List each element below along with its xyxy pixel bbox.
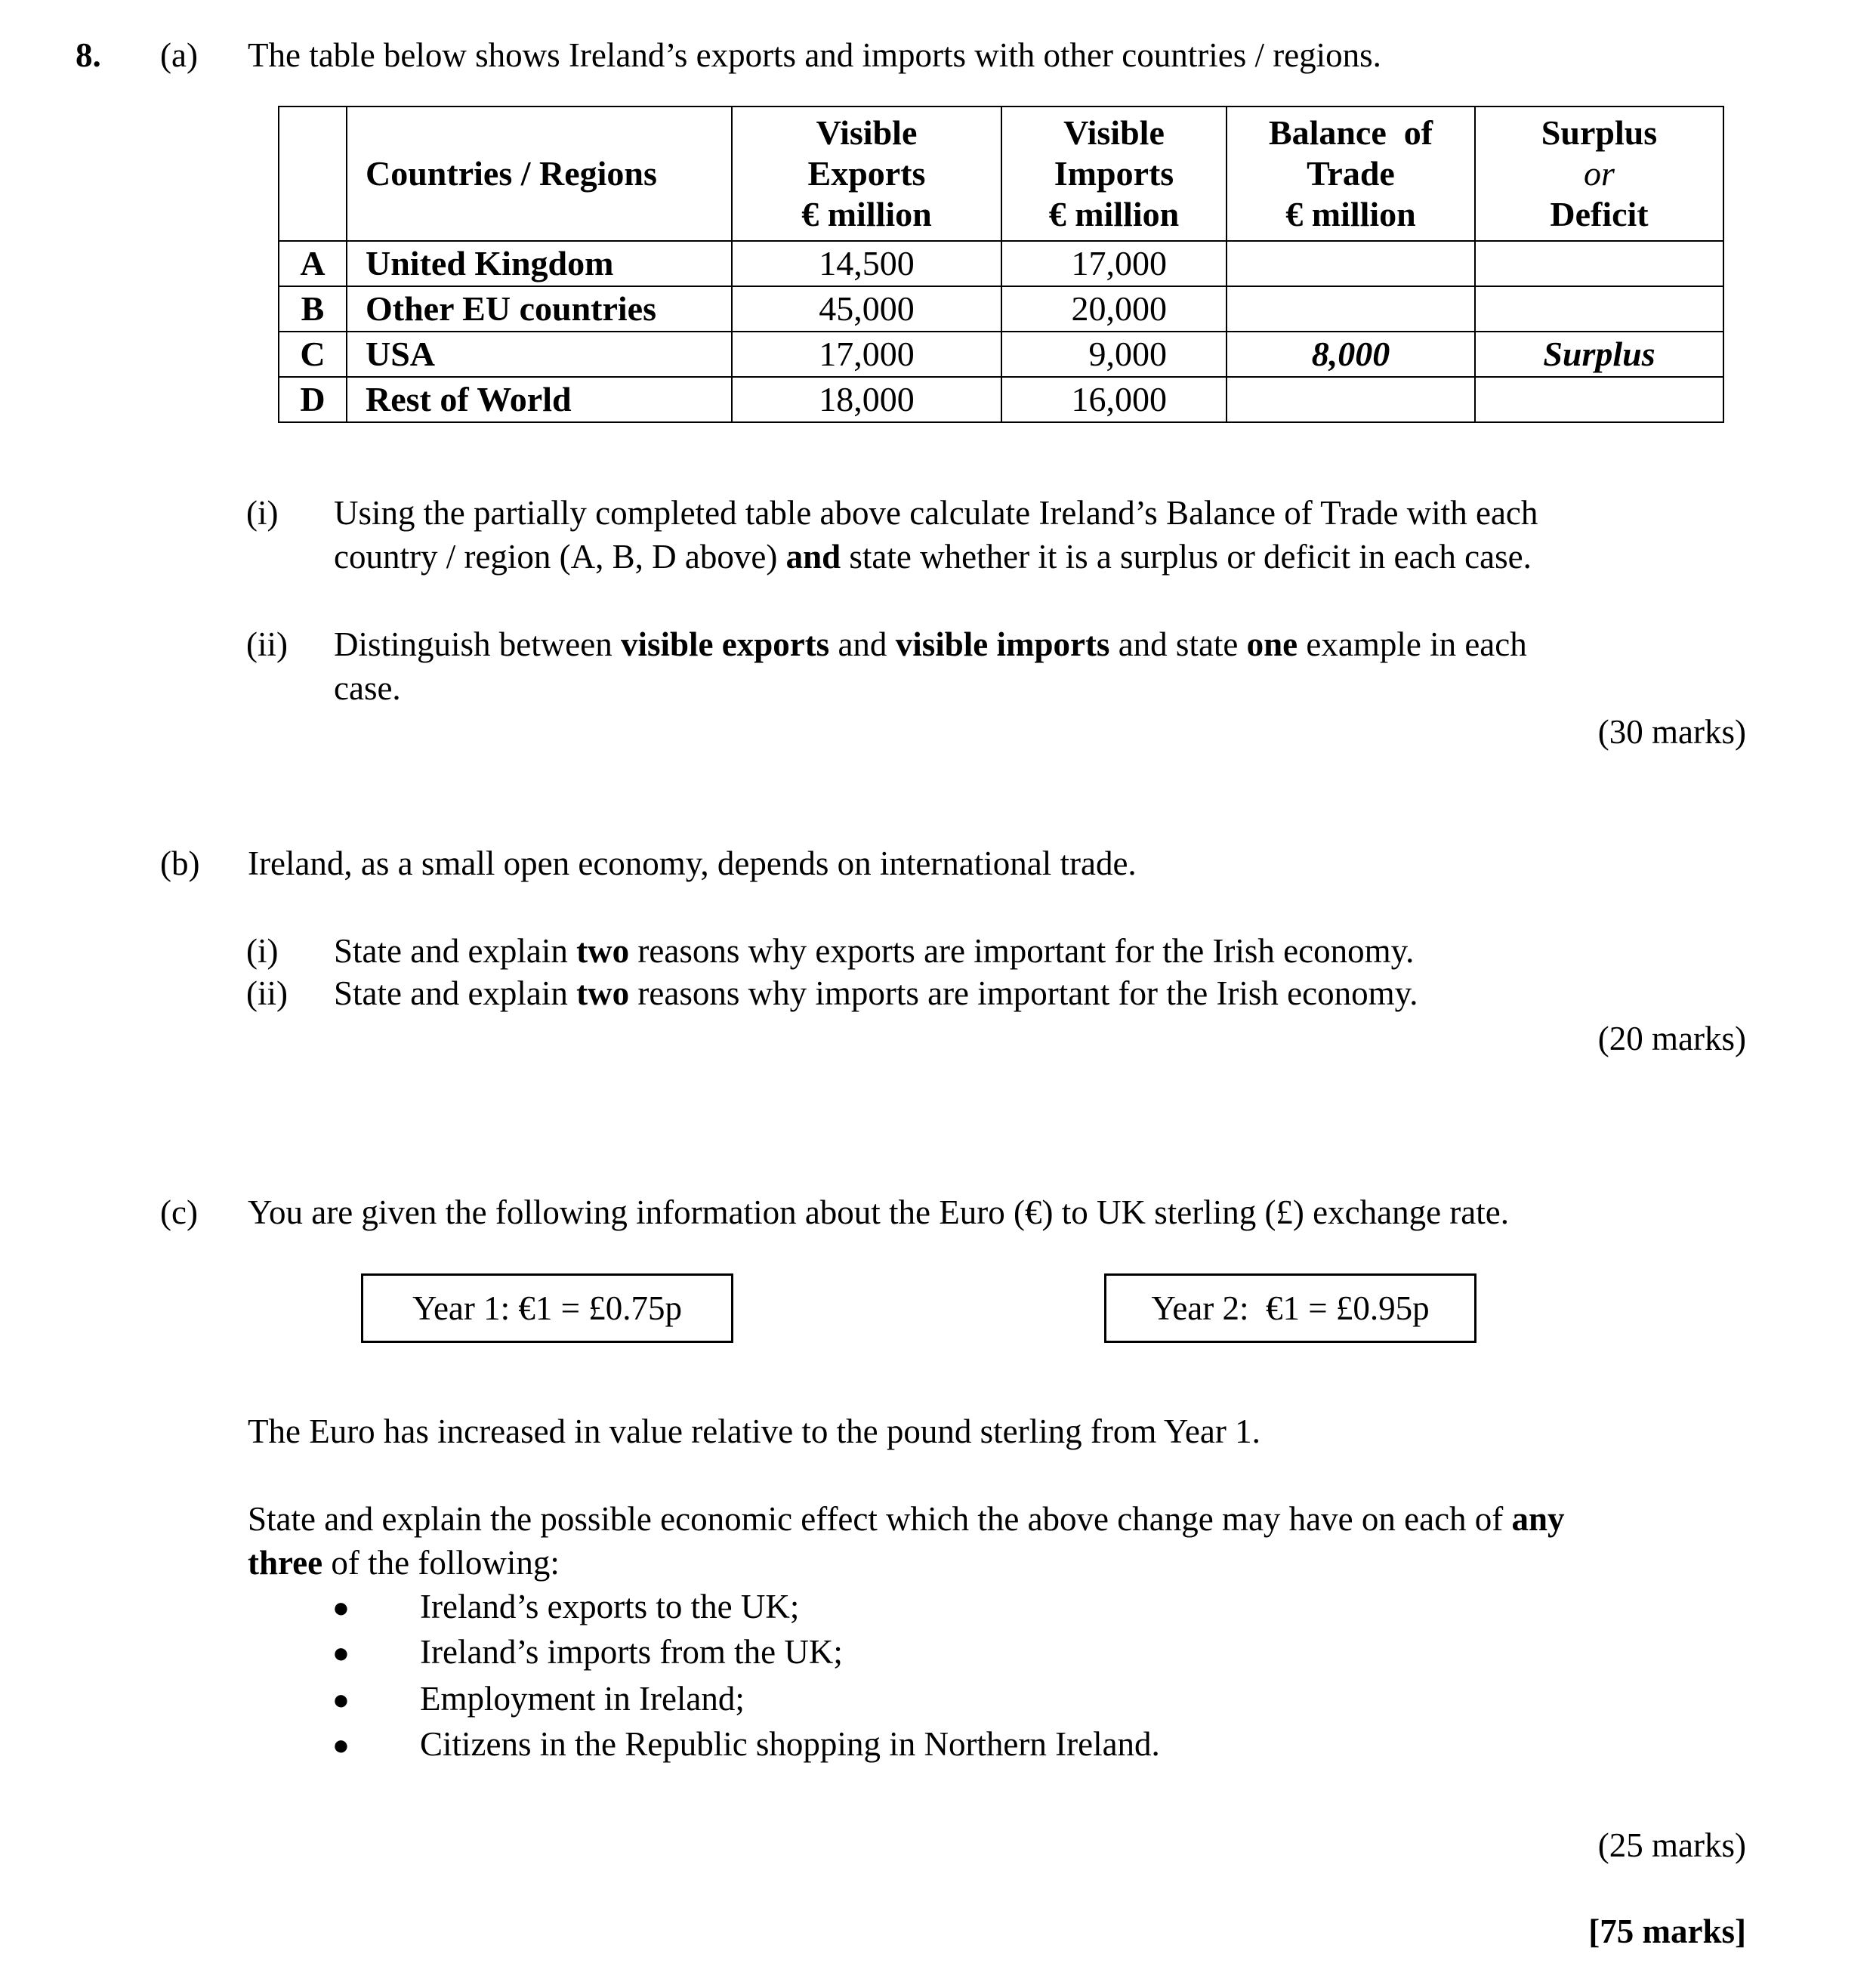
header-balance [1227,106,1475,241]
text: reasons why imports are important for the Irish economy. [637,974,1418,1012]
list-item: Ireland’s exports to the UK; [420,1588,800,1625]
part-c-instruction-line2 [248,1542,560,1584]
part-a-i-label: (i) [246,494,279,532]
list-item: Employment in Ireland; [420,1680,745,1718]
header-surplus-line: Surplus [1541,113,1658,152]
text: state whether it is a surplus or deficit in each case. [849,538,1532,576]
bullet-icon: ● [332,1592,350,1624]
text: reasons why exports are important for the Irish economy. [637,932,1415,970]
header-region: Countries / Regions [347,106,732,241]
row-imports: 20,000 [1001,286,1227,332]
part-b-ii-label: (ii) [246,974,288,1012]
bullet-icon: ● [332,1638,350,1669]
part-b-marks: (20 marks) [1597,1020,1746,1057]
row-exports: 17,000 [732,332,1001,377]
part-c-marks: (25 marks) [1597,1826,1746,1864]
part-a-ii-line2: case. [334,669,401,707]
part-a-i-line2 [334,536,1532,578]
bullet-icon: ● [332,1730,350,1761]
text: State and explain [334,974,568,1012]
row-exports: 18,000 [732,377,1001,422]
text: example in each [1306,625,1527,663]
header-imports-line: € million [1048,195,1180,234]
header-surplus-line: or [1584,153,1615,193]
part-a-label: (a) [160,36,198,74]
header-imports-line: Visible [1063,113,1165,152]
emphasis: two [576,974,630,1012]
emphasis: three [248,1544,323,1582]
header-exports-line: Visible [816,113,918,152]
header-exports-line: € million [801,195,932,234]
row-letter: B [279,286,347,332]
header-surplus [1475,106,1723,241]
row-region: USA [347,332,732,377]
header-letter [279,106,347,241]
row-result [1475,286,1723,332]
row-region: Other EU countries [347,286,732,332]
text: and [838,625,887,663]
part-b-ii-text [334,973,1418,1014]
row-balance [1227,241,1475,286]
header-surplus-line: Deficit [1550,195,1649,234]
emphasis: one [1246,625,1298,663]
question-number: 8. [76,36,101,74]
table-row [279,241,1723,286]
text: country / region (A, B, D above) [334,538,778,576]
text: State and explain the possible economic effect which the above change may have on each of [248,1500,1504,1538]
row-imports: 9,000 [1001,332,1227,377]
part-c-label: (c) [160,1193,198,1231]
row-balance [1227,377,1475,422]
row-letter: D [279,377,347,422]
part-b-intro: Ireland, as a small open economy, depends on international trade. [248,844,1137,882]
emphasis: and [785,538,841,576]
row-exports: 14,500 [732,241,1001,286]
list-item: Citizens in the Republic shopping in Northern Ireland. [420,1725,1160,1763]
row-imports: 16,000 [1001,377,1227,422]
emphasis: any [1511,1500,1565,1538]
part-b-i-text [334,931,1414,972]
header-balance-line: € million [1285,195,1416,234]
row-balance [1227,286,1475,332]
header-imports-line: Imports [1054,153,1174,193]
part-a-marks: (30 marks) [1597,713,1746,751]
row-region: United Kingdom [347,241,732,286]
header-balance-line: Trade [1307,153,1395,193]
header-balance-line: Balance of [1268,113,1433,152]
row-balance: 8,000 [1227,332,1475,377]
text: Distinguish between [334,625,613,663]
table-header-row [279,106,1723,241]
header-imports [1001,106,1227,241]
emphasis: two [576,932,630,970]
row-letter: C [279,332,347,377]
text: of the following: [331,1544,560,1582]
part-c-intro: You are given the following information about the Euro (€) to UK sterling (£) exchange rate. [248,1193,1509,1231]
total-marks: [75 marks] [1588,1912,1746,1950]
header-exports [732,106,1001,241]
table-row [279,332,1723,377]
emphasis: visible imports [895,625,1110,663]
row-result [1475,377,1723,422]
part-a-intro: The table below shows Ireland’s exports and imports with other countries / regions. [248,36,1381,74]
row-region: Rest of World [347,377,732,422]
emphasis: visible exports [620,625,830,663]
row-exports: 45,000 [732,286,1001,332]
trade-table [278,106,1724,423]
row-result: Surplus [1475,332,1723,377]
table-row [279,377,1723,422]
table-row [279,286,1723,332]
text: State and explain [334,932,568,970]
row-letter: A [279,241,347,286]
part-b-label: (b) [160,844,200,882]
part-a-ii-label: (ii) [246,625,288,663]
bullet-icon: ● [332,1684,350,1716]
row-imports: 17,000 [1001,241,1227,286]
part-a-ii-line1 [334,624,1527,665]
year1-rate-box [361,1273,733,1343]
part-c-instruction-line1 [248,1499,1565,1540]
year2-rate: Year 2: €1 = £0.95p [1151,1289,1430,1327]
part-a-i-line1: Using the partially completed table above calculate Ireland’s Balance of Trade with each [334,494,1538,532]
year1-rate: Year 1: €1 = £0.75p [412,1289,683,1327]
row-result [1475,241,1723,286]
text: and state [1118,625,1239,663]
list-item: Ireland’s imports from the UK; [420,1633,843,1671]
part-b-i-label: (i) [246,932,279,970]
part-c-statement: The Euro has increased in value relative to the pound sterling from Year 1. [248,1412,1260,1450]
header-exports-line: Exports [807,153,926,193]
year2-rate-box [1104,1273,1476,1343]
